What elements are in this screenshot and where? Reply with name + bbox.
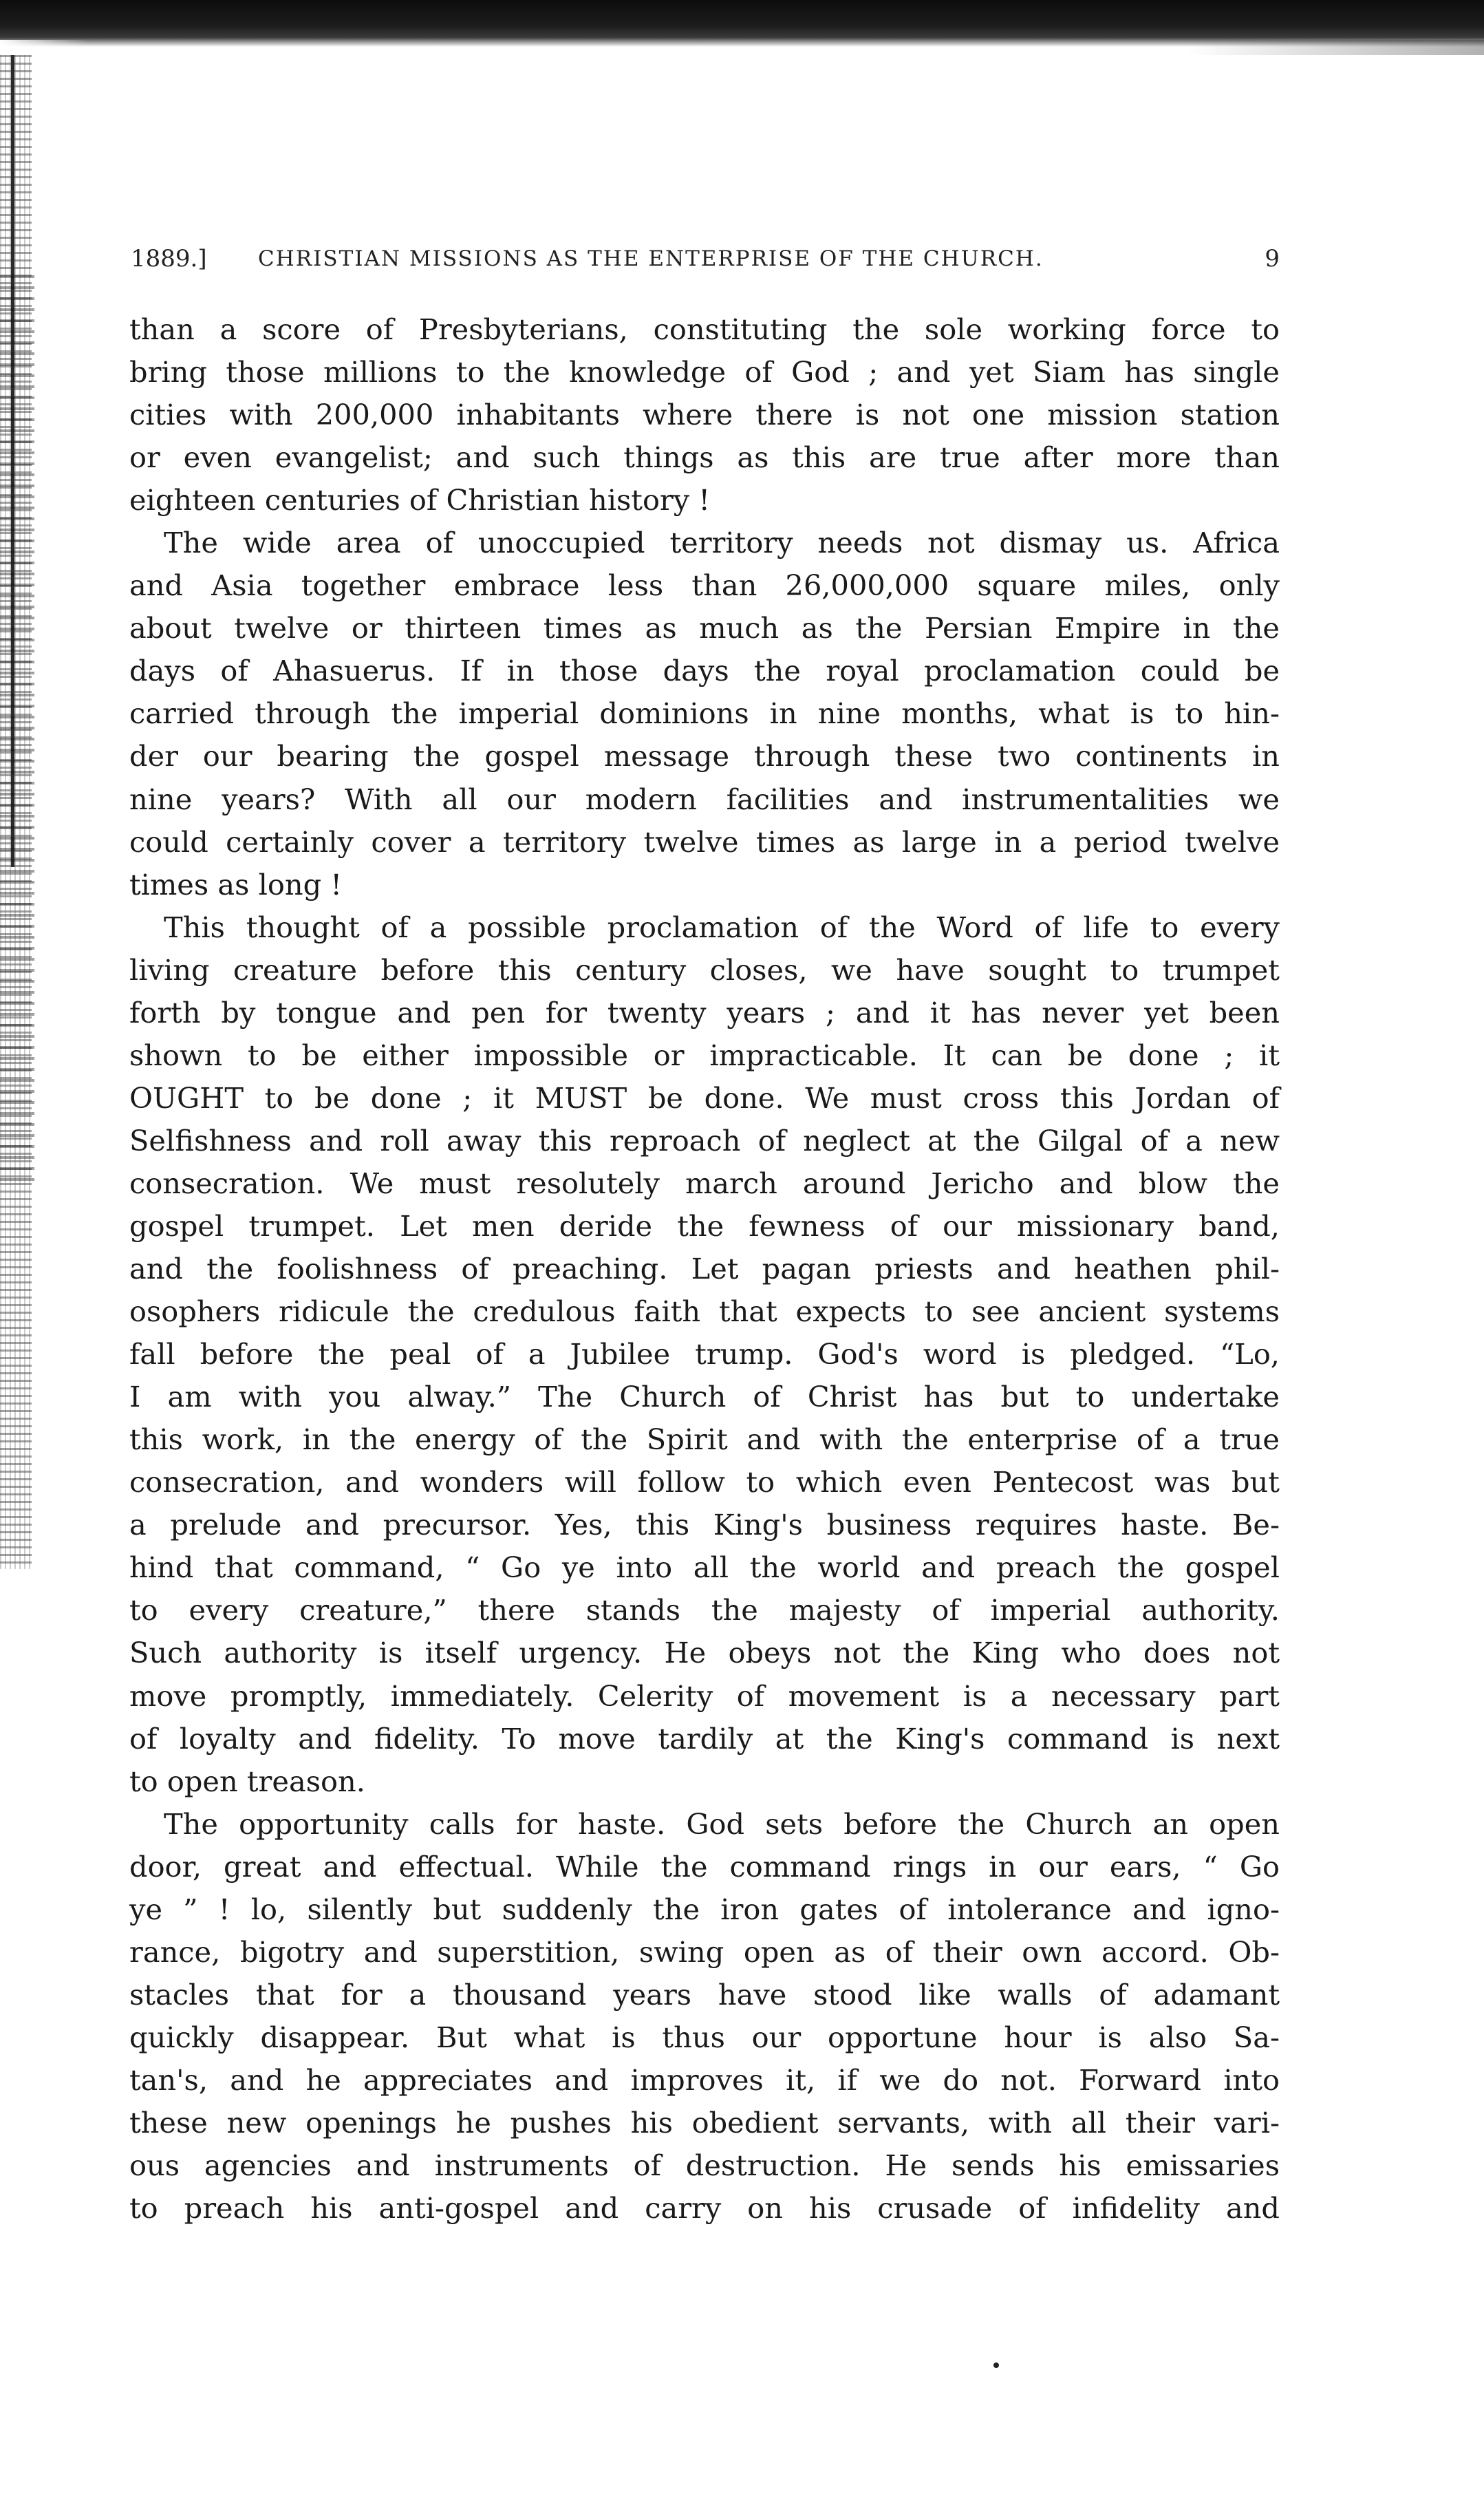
text-line: days of Ahasuerus. If in those days the royal proclamation could be: [129, 654, 1280, 688]
text-line: and the foolishness of preaching. Let pagan priests and heathen phil-: [129, 1252, 1280, 1286]
text-line: of loyalty and fidelity. To move tardily at the King's command is next: [129, 1721, 1280, 1756]
text-line: a prelude and precursor. Yes, this King's business requires haste. Be-: [129, 1508, 1280, 1542]
text-line: consecration. We must resolutely march around Jericho and blow the: [129, 1166, 1280, 1200]
text-line: to open treason.: [129, 1764, 365, 1798]
page-number: 9: [1265, 245, 1280, 273]
text-line: Such authority is itself urgency. He obeys not the King who does not: [129, 1636, 1280, 1670]
text-line: The wide area of unoccupied territory needs not dismay us. Africa: [164, 526, 1280, 560]
article-body: [129, 308, 1280, 2230]
text-line: bring those millions to the knowledge of God ; and yet Siam has single: [129, 355, 1280, 390]
text-line: The opportunity calls for haste. God sets before the Church an open: [164, 1806, 1280, 1841]
text-line: this work, in the energy of the Spirit and with the enterprise of a true: [129, 1422, 1280, 1457]
text-line: This thought of a possible proclamation of the Word of life to every: [164, 910, 1280, 944]
text-line: these new openings he pushes his obedient servants, with all their vari-: [129, 2105, 1280, 2140]
text-line: tan's, and he appreciates and improves it, if we do not. Forward into: [129, 2062, 1280, 2097]
scan-binding-marks: [0, 275, 34, 1184]
text-line: stacles that for a thousand years have stood like walls of adamant: [129, 1977, 1280, 2012]
text-line: nine years? With all our modern facilities and instrumentalities we: [129, 782, 1280, 816]
text-line: osophers ridicule the credulous faith that expects to see ancient systems: [129, 1294, 1280, 1329]
text-line: OUGHT to be done ; it MUST be done. We must cross this Jordan of: [129, 1080, 1280, 1115]
text-line: shown to be either impossible or impracticable. It can be done ; it: [129, 1038, 1280, 1072]
text-line: quickly disappear. But what is thus our opportune hour is also Sa-: [129, 2020, 1280, 2054]
text-line: Selfishness and roll away this reproach of neglect at the Gilgal of a new: [129, 1123, 1280, 1158]
text-line: to preach his anti-gospel and carry on his crusade of infidelity and: [129, 2191, 1280, 2226]
stray-ink-dot: [993, 2362, 999, 2368]
text-line: or even evangelist; and such things as this are true after more than: [129, 440, 1280, 475]
text-line: than a score of Presbyterians, constituting the sole working force to: [129, 312, 1280, 346]
text-line: hind that command, “ Go ye into all the world and preach the gospel: [129, 1550, 1280, 1585]
text-line: cities with 200,000 inhabitants where there is not one mission station: [129, 398, 1280, 432]
text-line: ye ” ! lo, silently but suddenly the iron gates of intolerance and igno-: [129, 1892, 1280, 1926]
text-line: ous agencies and instruments of destruction. He sends his emissaries: [129, 2148, 1280, 2183]
text-line: rance, bigotry and superstition, swing open as of their own accord. Ob-: [129, 1934, 1280, 1969]
running-header: [131, 245, 1280, 286]
text-line: gospel trumpet. Let men deride the fewness of our missionary band,: [129, 1208, 1280, 1243]
text-line: living creature before this century closes, we have sought to trumpet: [129, 952, 1280, 987]
scan-top-border-fade: [0, 40, 1484, 55]
text-line: der our bearing the gospel message through these two continents in: [129, 739, 1280, 774]
text-line: door, great and effectual. While the command rings in our ears, “ Go: [129, 1849, 1280, 1884]
text-line: I am with you alway.” The Church of Christ has but to undertake: [129, 1380, 1280, 1414]
text-line: carried through the imperial dominions in nine months, what is to hin-: [129, 696, 1280, 731]
text-line: about twelve or thirteen times as much as the Persian Empire in the: [129, 611, 1280, 646]
text-line: forth by tongue and pen for twenty years ; and it has never yet been: [129, 995, 1280, 1030]
header-running-title: CHRISTIAN MISSIONS AS THE ENTERPRISE OF THE CHURCH.: [258, 246, 1044, 271]
text-line: to every creature,” there stands the majesty of imperial authority.: [129, 1593, 1280, 1628]
text-line: consecration, and wonders will follow to which even Pentecost was but: [129, 1465, 1280, 1500]
header-year: 1889.]: [131, 245, 207, 273]
text-line: could certainly cover a territory twelve times as large in a period twelve: [129, 824, 1280, 859]
text-line: fall before the peal of a Jubilee trump. God's word is pledged. “Lo,: [129, 1337, 1280, 1372]
text-line: times as long !: [129, 867, 343, 902]
text-line: move promptly, immediately. Celerity of movement is a necessary part: [129, 1678, 1280, 1713]
text-line: eighteen centuries of Christian history !: [129, 483, 711, 518]
text-line: and Asia together embrace less than 26,000,000 square miles, only: [129, 568, 1280, 603]
